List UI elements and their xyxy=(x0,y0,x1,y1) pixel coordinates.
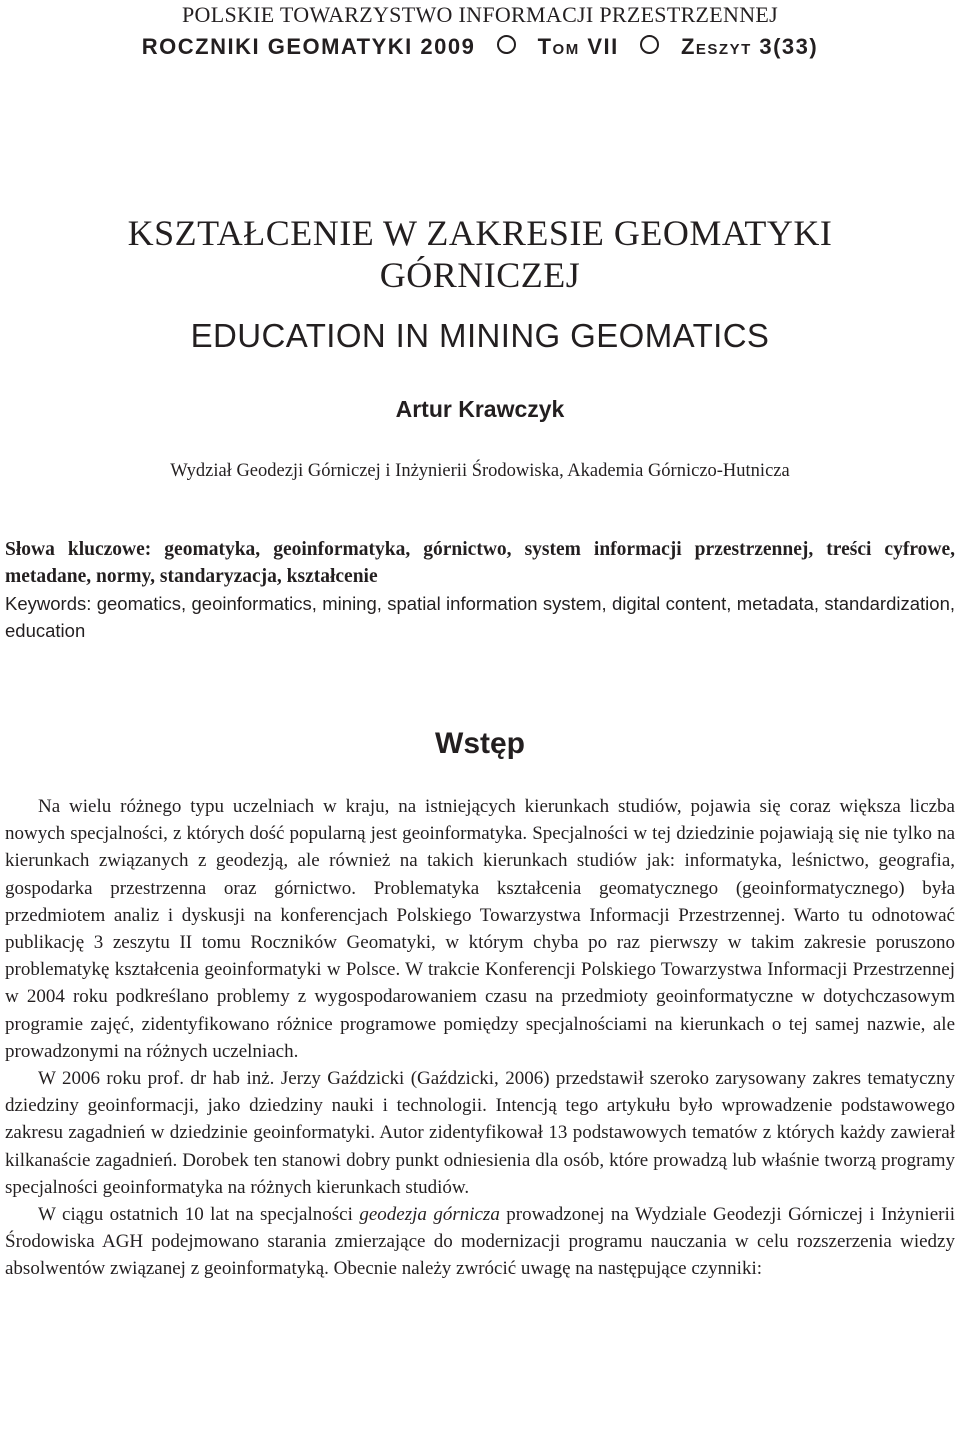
journal-issue: Zeszyt 3(33) xyxy=(680,34,819,59)
keywords-block xyxy=(5,536,955,644)
title-pl-line-2: GÓRNICZEJ xyxy=(379,255,581,295)
paragraph-3-end: prowadzonej na Wydziale Geodezji Górniczej i Inżynierii Środowiska AGH podejmowano starania zmierzające do modernizacji programu nauczania w celu rozszerzenia wiedzy absolwentów związanej z geoinformatyką. Obecnie należy zwrócić uwagę na następujące czynniki: xyxy=(5,1204,956,1280)
journal-header xyxy=(0,34,960,60)
paragraph-2: W 2006 roku prof. dr hab inż. Jerzy Gaździcki (Gaździcki, 2006) przedstawił szeroko zarysowany zakres tematyczny dziedziny geoinformacji, jako dziedziny nauki i technologii. Intencją tego artykułu było wprowadzenie podstawowego zakresu zagadnień w dziedzinie geoinformatyki. Autor zidentyfikował 13 podstawowych tematów z których każdy zawierał kilkanaście zagadnień. Dorobek ten stanowi dobry punkt odniesienia dla osób, które prowadzą lub właśnie tworzą programy specjalności geoinformatyka na różnych kierunkach studiów. xyxy=(5,1068,955,1198)
author-name: Artur Krawczyk xyxy=(395,396,565,422)
author-affiliation: Wydział Geodezji Górniczej i Inżynierii Środowiska, Akademia Górniczo-Hutnicza xyxy=(170,461,790,481)
paragraph-1: Na wielu różnego typu uczelniach w kraju, na istniejących kierunkach studiów, pojawia się coraz większa liczba nowych specjalności, z których dość popularną jest geoinformatyka. Specjalności w tej dziedzinie pojawiają się nie tylko na kierunkach związanych z geodezją, ale również na takich kierunkach studiów jak: informatyka, leśnictwo, geografia, gospodarka przestrzenna oraz górnictwo. Problematyka kształcenia geomatycznego (geoinformatycznego) była przedmiotem analiz i dyskusji na konferencjach Polskiego Towarzystwa Informacji Przestrzennej. Warto tu odnotować publikację 3 zeszytu II tomu Roczników Geomatyki, w którym chyba po raz pierwszy w takim zakresie poruszono problematykę kształcenia geoinformatyki w Polsce. W trakcie Konferencji Polskiego Towarzystwa Informacji Przestrzennej w 2004 roku podkreślano problemy z wygospodarowaniem czasu na przedmioty geoinformatyczne w dotychczasowym programie zajęć, zidentyfikowano różnice programowe pomiędzy specjalnościami na kierunkach o tej samej nazwie, ale prowadzonymi na różnych uczelniach. xyxy=(5,796,955,1062)
article-title-pl xyxy=(0,212,960,296)
society-name: POLSKIE TOWARZYSTWO INFORMACJI PRZESTRZENNEJ xyxy=(181,2,779,27)
separator-dot-icon xyxy=(497,34,516,60)
paragraph-3-start: W ciągu ostatnich 10 lat na specjalności xyxy=(38,1204,353,1226)
article-title-en: EDUCATION IN MINING GEOMATICS xyxy=(190,317,770,354)
paragraph-3-italic: geodezja górnicza xyxy=(359,1204,500,1226)
keywords-pl: Słowa kluczowe: geomatyka, geoinformatyka, górnictwo, system informacji przestrzennej, treści cyfrowe, metadane, normy, standaryzacja, kształcenie xyxy=(5,539,955,587)
keywords-en: Keywords: geomatics, geoinformatics, mining, spatial information system, digital content, metadata, standardization, education xyxy=(5,593,955,641)
section-heading: Wstęp xyxy=(435,727,525,760)
title-pl-line-1: KSZTAŁCENIE W ZAKRESIE GEOMATYKI xyxy=(127,213,833,253)
journal-volume: Tom VII xyxy=(537,34,619,59)
journal-title: ROCZNIKI GEOMATYKI 2009 xyxy=(141,34,476,59)
section-body xyxy=(5,793,955,1283)
paragraph-3 xyxy=(5,1201,955,1283)
separator-dot-icon xyxy=(640,34,659,60)
